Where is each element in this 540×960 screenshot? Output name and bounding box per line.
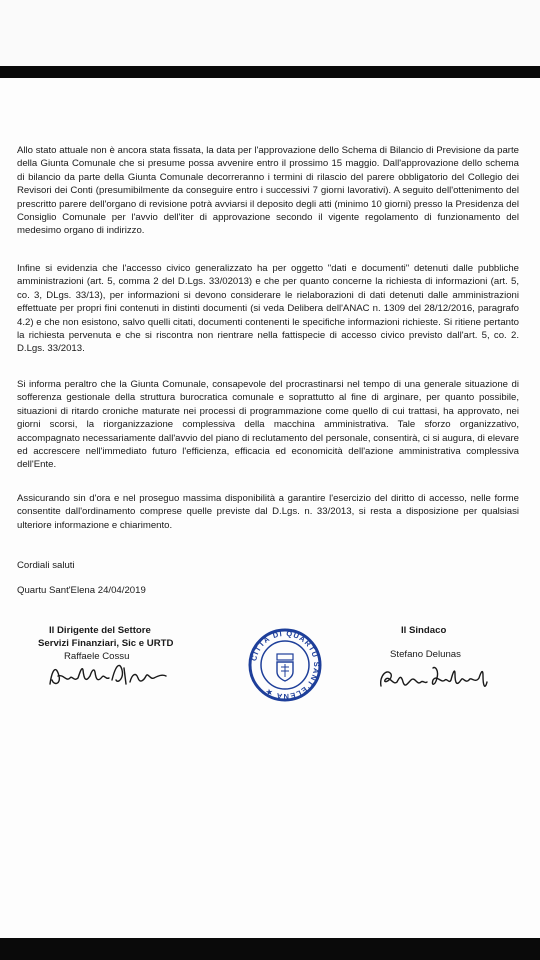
- paragraph-availability: Assicurando sin d'ora e nel proseguo massima disponibilità a garantire l'esercizio del diritto di accesso, nelle forme consentite dall'ordinamento comprese quelle previste dal D.Lgs. n. 33/2013, si resta a disposizione per qualsiasi ulteriore informazione e chiarimento.: [17, 493, 519, 531]
- left-signatory-department: Servizi Finanziari, Sic e URTD: [38, 638, 174, 649]
- left-signatory-role: Il Dirigente del Settore: [49, 625, 151, 636]
- paragraph-civic-access: Infine si evidenzia che l'accesso civico generalizzato ha per oggetto "dati e documenti" detenuti dalle pubbliche amministrazioni (art. 5, comma 2 del D.Lgs. 33/02013) e che per quanto concerne la richiesta di informazioni (art. 5, co. 3, DLgs. 33/13), per informazioni si devono considerare le rielaborazioni di dati detenuti dalle amministrazioni effettuate per propri fini contenuti in distinti documenti (si veda Delibera dell'ANAC n. 1309 del 28/12/2016, paragrafo 4.2) e che non esistono, salvo quelli citati, documenti contenenti le specifiche informazioni richieste. Si ritiene pertanto la richiesta pervenuta e che si riscontra non rientrare nella fattispecie di accesso civico previsto dall'art. 5, co. 2. D.Lgs. 33/2013.: [17, 263, 519, 355]
- closing-salutation: Cordiali saluti: [17, 560, 75, 571]
- left-signatory-name: Raffaele Cossu: [64, 651, 130, 662]
- bottom-black-bar: [0, 938, 540, 960]
- top-black-bar: [0, 66, 540, 78]
- right-signatory-name: Stefano Delunas: [390, 649, 461, 660]
- paragraph-budget-approval: Allo stato attuale non è ancora stata fissata, la data per l'approvazione dello Schema di Bilancio di Previsione da parte della Giunta Comunale che si presume possa avvenire entro il prossimo 15 maggio. Dall'approvazione dello schema di bilancio da parte della Giunta Comunale decorreranno i termini di rilascio del parere obbligatorio del Collegio dei Revisori dei Conti (presumibilmente da conseguire entro i successivi 7 giorni lavorativi). A seguito dell'ottenimento del prescritto parere dell'organo di revisione potrà avviarsi il deposito degli atti (minimo 10 giorni) presso la Presidenza del Consiglio Comunale per l'avvio dell'iter di approvazione secondo il vigente regolamento di funzionamento del medesimo organo di indirizzo.: [17, 145, 519, 237]
- top-margin: [0, 0, 540, 66]
- right-signatory-block: [390, 624, 520, 661]
- right-signatory-role: Il Sindaco: [401, 625, 447, 636]
- place-and-date: Quartu Sant'Elena 24/04/2019: [17, 585, 146, 596]
- svg-text:CITTÀ DI QUARTU SANT'ELENA ★: CITTÀ DI QUARTU SANT'ELENA ★: [249, 628, 322, 702]
- paragraph-reorganization: Si informa peraltro che la Giunta Comunale, consapevole del procrastinarsi nel tempo di una generale situazione di sofferenza gestionale della struttura burocratica comunale e soprattutto al fine di arginare, per quanto possibile, situazioni di ritardo croniche maturate nei processi di programmazione come quello di cui trattasi, ha approvato, nei giorni scorsi, la riorganizzazione complessiva della macchina amministrativa. Tale sforzo organizzativo, accompagnato necessariamente dall'avvio del piano di reclutamento del personale, consentirà, ci si augura, di elevare ed accrescere nell'immediato futuro l'efficienza, efficacia ed economicità dell'azione amministrativa complessiva dell'Ente.: [17, 379, 519, 471]
- municipal-seal: [247, 627, 323, 708]
- handwritten-signature-right: [375, 660, 495, 701]
- handwritten-signature-left: [46, 658, 171, 697]
